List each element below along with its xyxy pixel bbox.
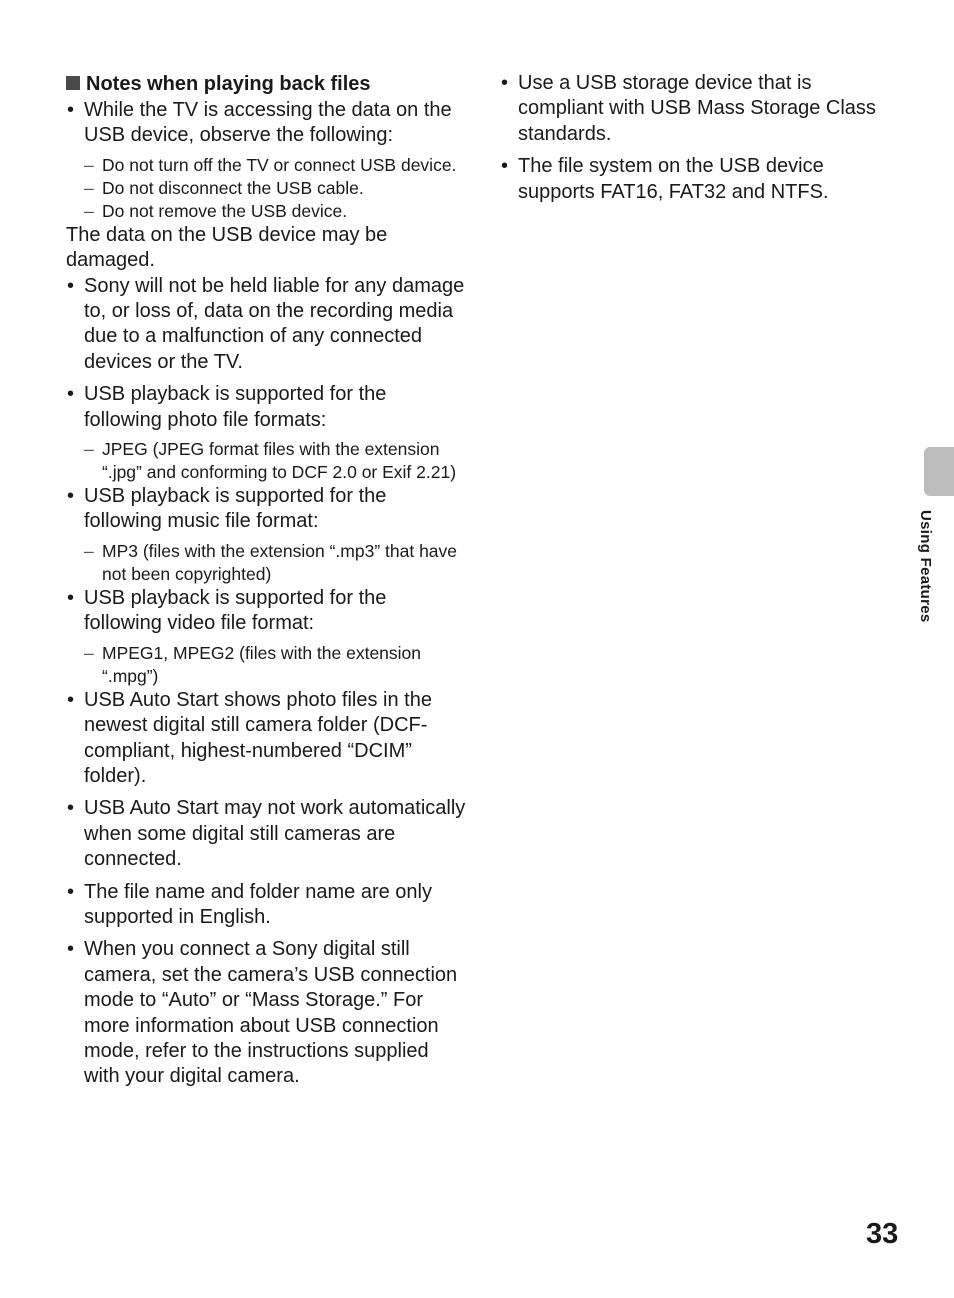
section-tab-marker (924, 447, 954, 496)
dash-item: – Do not disconnect the USB cable. (84, 177, 466, 200)
dash-list (84, 540, 466, 586)
bullet-item: • When you connect a Sony digital still camera, set the camera’s USB connection mode to “Auto” or “Mass Storage.” For more information about USB connection mode, refer to the instructions supplied with your digital camera. (66, 937, 466, 1089)
section-side-label: Using Features (917, 510, 934, 623)
dash-item: – JPEG (JPEG format files with the extension “.jpg” and conforming to DCF 2.0 or Exif 2.21) (84, 438, 466, 484)
bullet-item: • USB playback is supported for the following video file format: (66, 586, 466, 637)
dash-item: – MPEG1, MPEG2 (files with the extension “.mpg”) (84, 642, 466, 688)
dash-list (84, 154, 466, 223)
left-column (66, 71, 466, 1090)
section-heading: Notes when playing back files (66, 71, 466, 98)
bullet-item: • USB Auto Start shows photo files in the newest digital still camera folder (DCF-compliant, highest-numbered “DCIM” folder). (66, 688, 466, 790)
dash-list (84, 438, 466, 484)
bullet-item: • Sony will not be held liable for any damage to, or loss of, data on the recording media due to a malfunction of any connected devices or the TV. (66, 274, 466, 376)
dash-list (84, 642, 466, 688)
bullet-item: • Use a USB storage device that is compliant with USB Mass Storage Class standards. (500, 71, 900, 147)
dash-item: – MP3 (files with the extension “.mp3” that have not been copyrighted) (84, 540, 466, 586)
bullet-item: • USB playback is supported for the following photo file formats: (66, 382, 466, 433)
bullet-item: • USB Auto Start may not work automatically when some digital still cameras are connected. (66, 796, 466, 872)
dash-item: – Do not remove the USB device. (84, 200, 466, 223)
square-bullet-icon (66, 76, 80, 90)
right-column (500, 71, 900, 205)
dash-item: – Do not turn off the TV or connect USB device. (84, 154, 466, 177)
bullet-item: • The file name and folder name are only supported in English. (66, 880, 466, 931)
page-number: 33 (866, 1218, 899, 1250)
bullet-item: • The file system on the USB device supports FAT16, FAT32 and NTFS. (500, 154, 900, 205)
bullet-item: • USB playback is supported for the following music file format: (66, 484, 466, 535)
bullet-item: • While the TV is accessing the data on the USB device, observe the following: (66, 98, 466, 149)
note-paragraph: The data on the USB device may be damaged. (66, 223, 388, 272)
